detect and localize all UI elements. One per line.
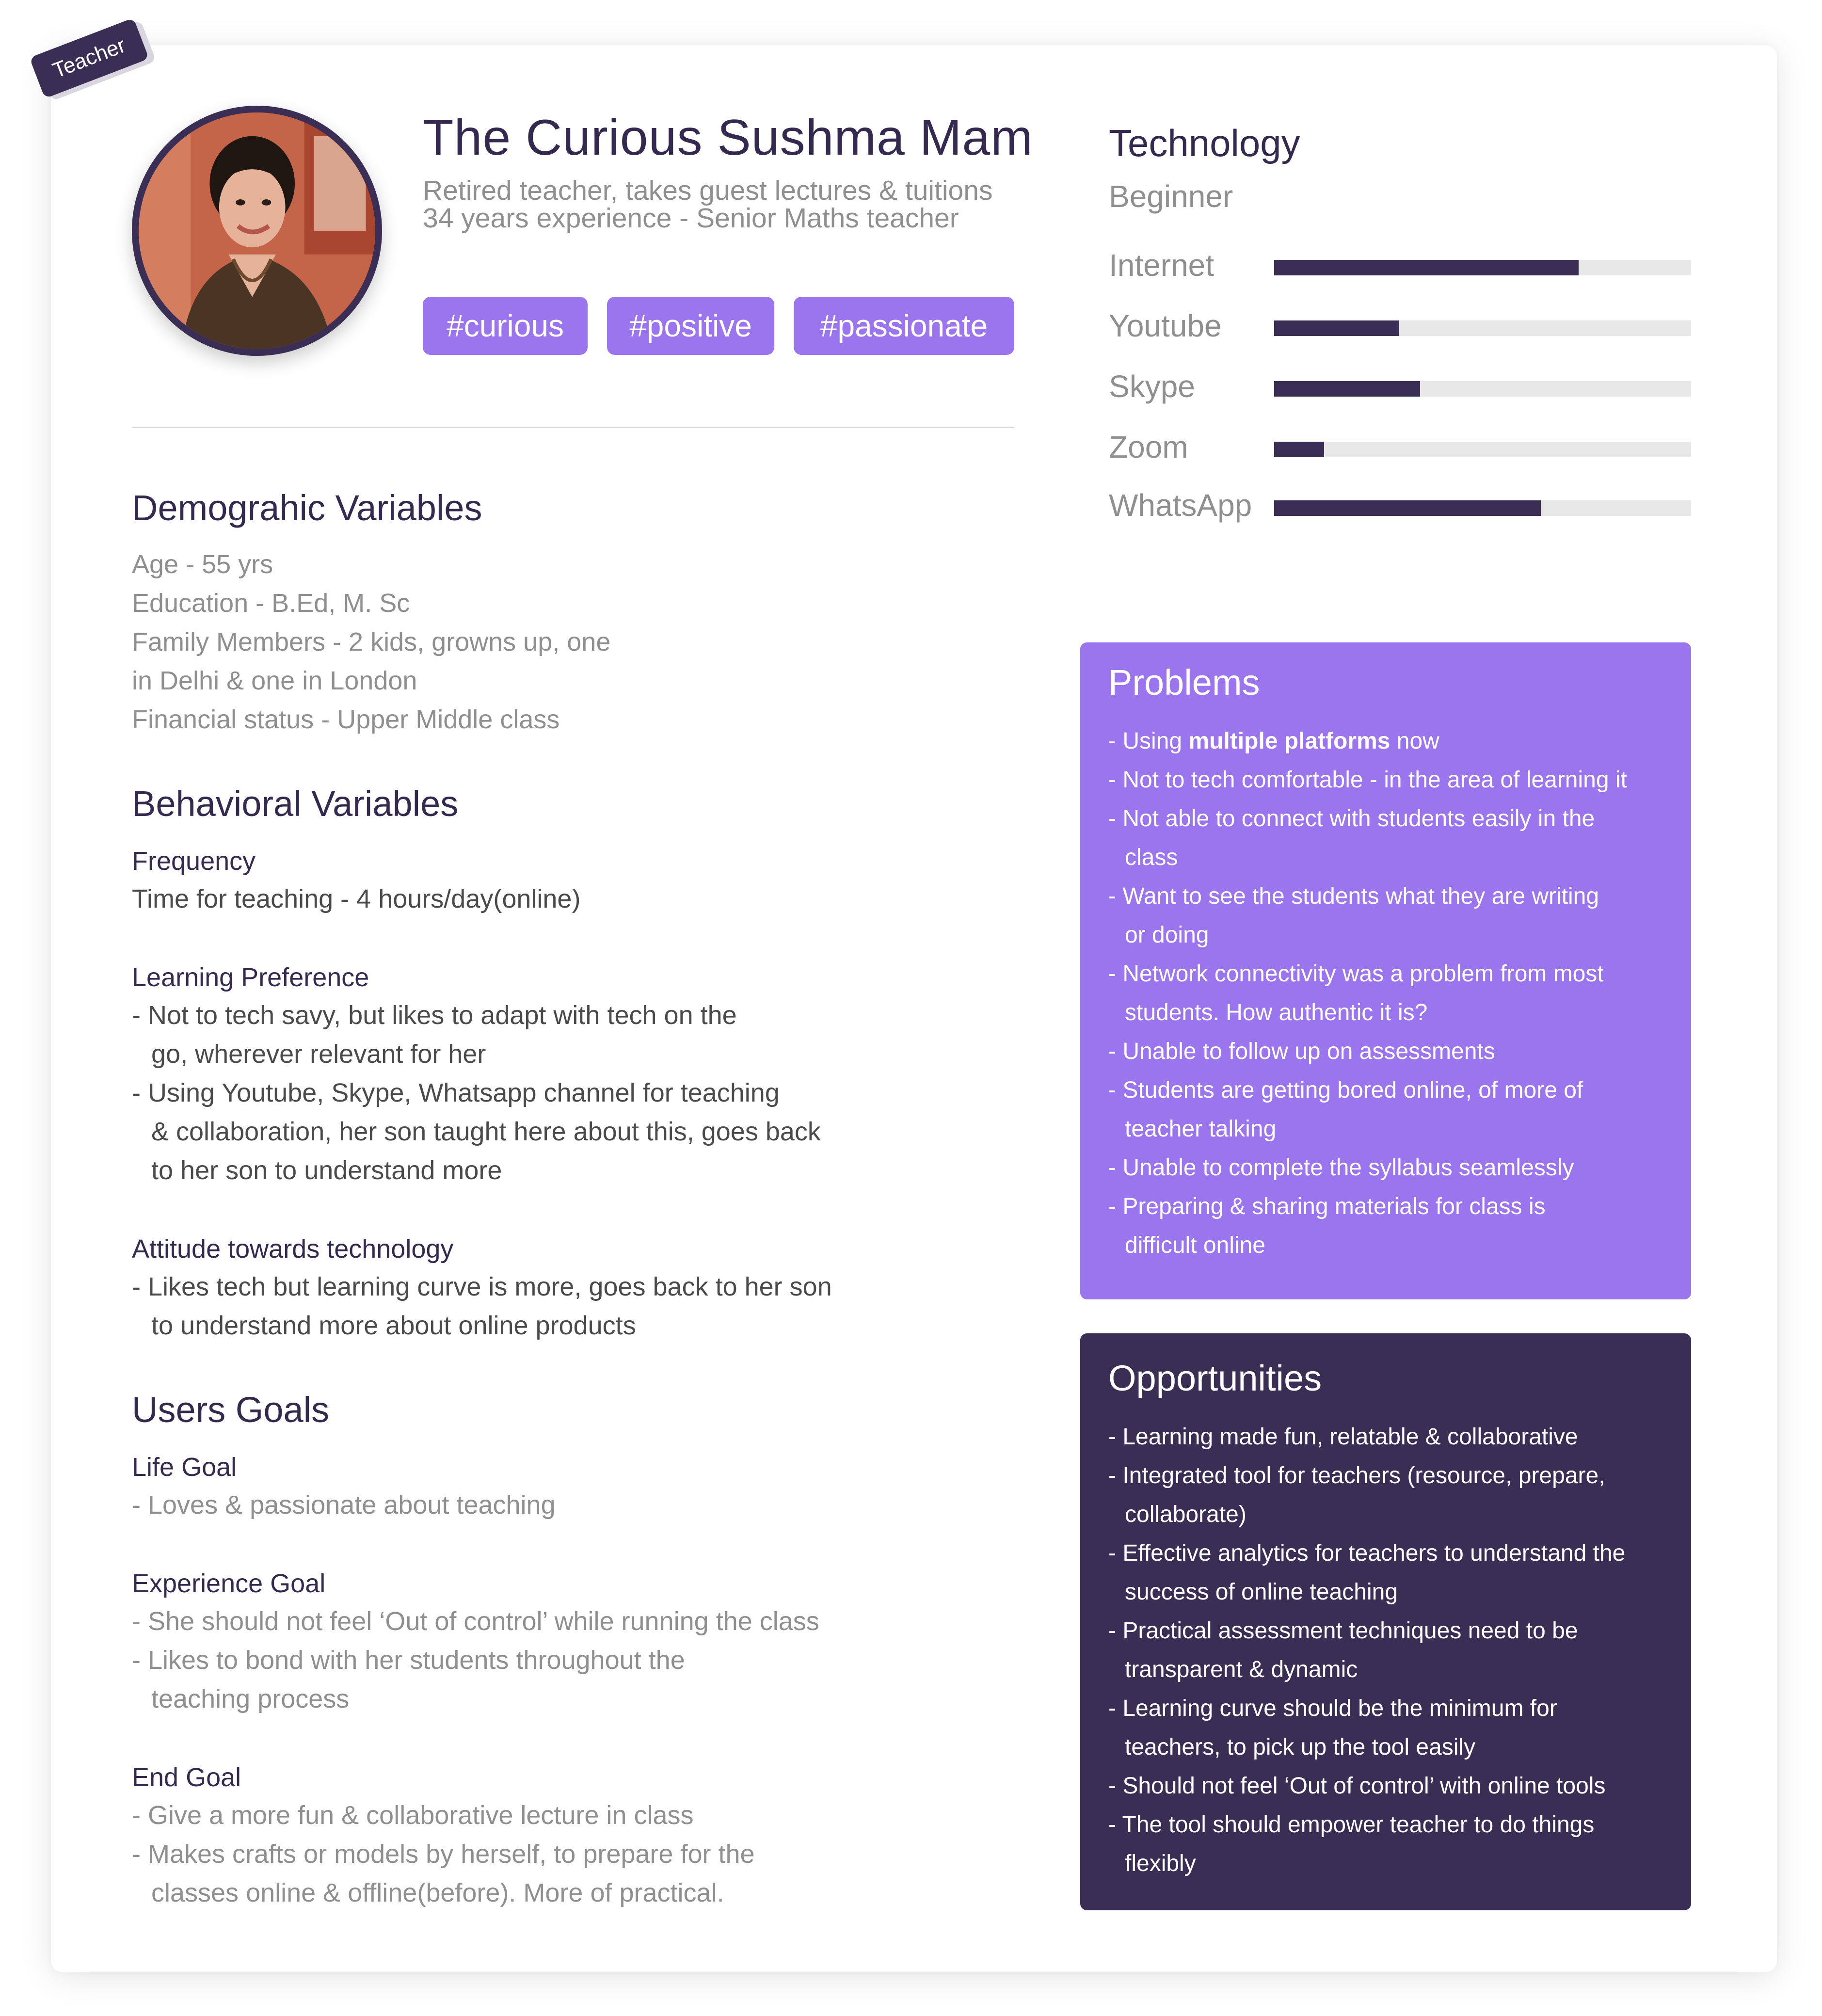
subheading-life-goal: Life Goal — [132, 1453, 237, 1482]
learning-line: go, wherever relevant for her — [151, 1040, 486, 1069]
section-title-behavioral: Behavioral Variables — [132, 784, 459, 824]
demographic-line: Age - 55 yrs — [132, 550, 273, 579]
user-portrait-icon — [139, 112, 375, 349]
section-title-goals: Users Goals — [132, 1390, 330, 1430]
tech-bar — [1274, 500, 1691, 516]
opportunity-item: - The tool should empower teacher to do things — [1108, 1812, 1595, 1838]
persona-subtitle-2: 34 years experience - Senior Maths teacher — [423, 203, 959, 234]
subheading-frequency: Frequency — [132, 847, 256, 876]
subheading-learning-preference: Learning Preference — [132, 963, 369, 992]
end-goal-line: - Makes crafts or models by herself, to prepare for the — [132, 1840, 755, 1869]
hashtag-chip: #passionate — [794, 297, 1014, 355]
problems-title: Problems — [1108, 662, 1260, 703]
learning-line: to her son to understand more — [151, 1156, 502, 1185]
problem-item: - Students are getting bored online, of more of — [1108, 1077, 1583, 1103]
hashtag-chip: #positive — [607, 297, 774, 355]
opportunity-item: - Effective analytics for teachers to understand the — [1108, 1540, 1626, 1566]
opportunity-item: - Learning made fun, relatable & collaborative — [1108, 1424, 1578, 1450]
opportunities-title: Opportunities — [1108, 1358, 1322, 1398]
tech-label: Zoom — [1109, 430, 1188, 464]
tech-bar-fill — [1274, 500, 1541, 516]
problem-item: students. How authentic it is? — [1125, 1000, 1428, 1025]
end-goal-line: classes online & offline(before). More of practical. — [151, 1878, 724, 1907]
subheading-end-goal: End Goal — [132, 1763, 241, 1792]
demographic-line: Financial status - Upper Middle class — [132, 705, 560, 734]
opportunity-item: teachers, to pick up the tool easily — [1125, 1734, 1476, 1760]
persona-subtitle-1: Retired teacher, takes guest lectures & tuitions — [423, 175, 993, 206]
problem-item: - Not to tech comfortable - in the area of learning it — [1108, 767, 1627, 793]
attitude-line: to understand more about online products — [151, 1311, 636, 1340]
tech-bar-fill — [1274, 442, 1324, 457]
avatar — [132, 106, 382, 356]
tech-bar-fill — [1274, 320, 1399, 336]
demographic-line: Family Members - 2 kids, growns up, one — [132, 627, 611, 656]
problem-item: - Network connectivity was a problem from most — [1108, 961, 1604, 987]
opportunity-item: flexibly — [1125, 1851, 1196, 1876]
problem-item: - Using multiple platforms now — [1108, 728, 1439, 754]
problem-item: - Unable to complete the syllabus seamlessly — [1108, 1155, 1574, 1181]
subheading-attitude: Attitude towards technology — [132, 1234, 454, 1264]
tech-label: Youtube — [1109, 308, 1222, 343]
attitude-line: - Likes tech but learning curve is more, goes back to her son — [132, 1272, 832, 1301]
section-title-demographic: Demograhic Variables — [132, 488, 482, 528]
experience-goal-line: - Likes to bond with her students throughout the — [132, 1646, 685, 1675]
problem-item: - Preparing & sharing materials for class is — [1108, 1194, 1546, 1219]
persona-name: The Curious Sushma Mam — [423, 110, 1033, 166]
hashtag-chip: #curious — [423, 297, 588, 355]
tech-bar — [1274, 260, 1691, 275]
opportunity-item: collaborate) — [1125, 1502, 1247, 1527]
opportunity-item: - Practical assessment techniques need to be — [1108, 1618, 1578, 1644]
demographic-line: in Delhi & one in London — [132, 666, 417, 695]
problem-item: - Unable to follow up on assessments — [1108, 1039, 1495, 1064]
technology-title: Technology — [1109, 122, 1300, 164]
opportunity-item: - Integrated tool for teachers (resource, prepare, — [1108, 1463, 1605, 1488]
tech-bar — [1274, 442, 1691, 457]
experience-goal-line: - She should not feel ‘Out of control’ while running the class — [132, 1607, 819, 1636]
problem-item: difficult online — [1125, 1232, 1265, 1258]
learning-line: - Using Youtube, Skype, Whatsapp channel for teaching — [132, 1078, 780, 1107]
learning-line: & collaboration, her son taught here about this, goes back — [151, 1117, 821, 1146]
problem-item: - Not able to connect with students easily in the — [1108, 806, 1595, 832]
opportunity-item: transparent & dynamic — [1125, 1657, 1358, 1682]
opportunities-panel — [1080, 1333, 1691, 1910]
tech-bar — [1274, 381, 1691, 397]
experience-goal-line: teaching process — [151, 1684, 350, 1713]
tech-label: WhatsApp — [1109, 488, 1252, 523]
subheading-experience-goal: Experience Goal — [132, 1569, 326, 1598]
tech-bar-fill — [1274, 260, 1579, 275]
demographic-line: Education - B.Ed, M. Sc — [132, 589, 410, 618]
tech-bar — [1274, 320, 1691, 336]
life-goal-line: - Loves & passionate about teaching — [132, 1490, 556, 1520]
end-goal-line: - Give a more fun & collaborative lecture in class — [132, 1801, 694, 1830]
problem-item: - Want to see the students what they are writing — [1108, 883, 1599, 909]
tech-label: Skype — [1109, 369, 1195, 404]
technology-level: Beginner — [1109, 179, 1233, 214]
opportunity-item: - Should not feel ‘Out of control’ with online tools — [1108, 1773, 1606, 1799]
opportunity-item: success of online teaching — [1125, 1579, 1398, 1605]
opportunity-item: - Learning curve should be the minimum for — [1108, 1696, 1557, 1721]
tech-label: Internet — [1109, 248, 1215, 283]
role-badge: Teacher — [30, 18, 149, 98]
problems-panel — [1080, 642, 1691, 1299]
problem-item: or doing — [1125, 922, 1209, 948]
tech-bar-fill — [1274, 381, 1420, 397]
learning-line: - Not to tech savy, but likes to adapt with tech on the — [132, 1001, 737, 1030]
problem-item: class — [1125, 845, 1178, 870]
frequency-text: Time for teaching - 4 hours/day(online) — [132, 884, 581, 913]
divider — [132, 427, 1014, 428]
problem-item: teacher talking — [1125, 1116, 1277, 1142]
